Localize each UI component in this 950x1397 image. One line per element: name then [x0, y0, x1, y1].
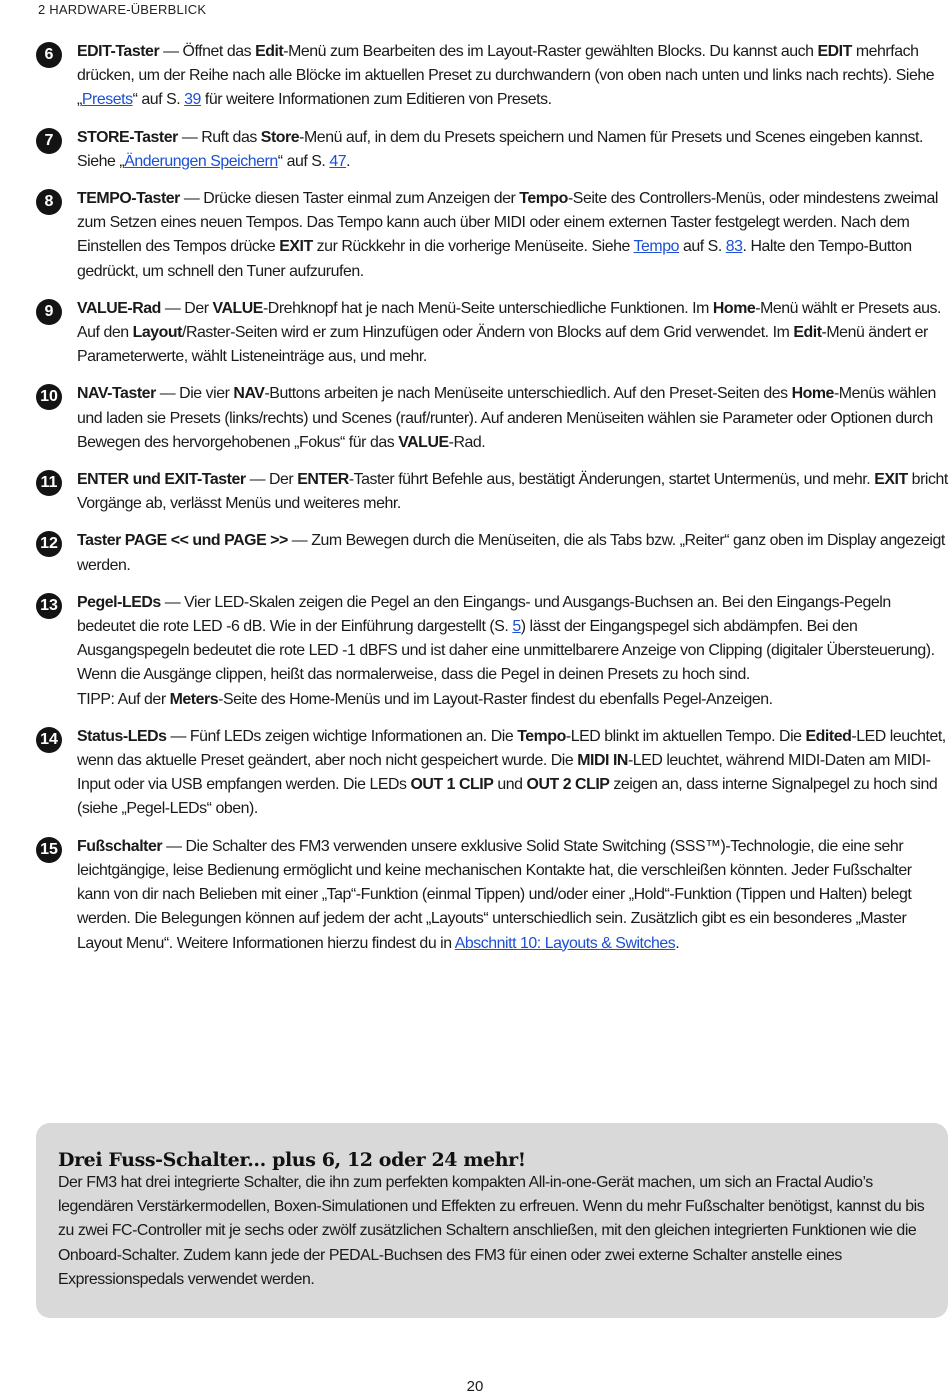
description-text: TIPP: Auf der	[77, 690, 170, 708]
control-term: EXIT-Taster	[164, 471, 246, 489]
callout-number-badge: 12	[36, 531, 62, 557]
description-text: -LED leuchtet, wenn das aktuelle Preset geändert, aber noch nicht gespeichert wurde. Die	[77, 727, 946, 770]
callout-item	[36, 382, 948, 455]
description-text: -Taster führt Befehle aus, bestätigt Änderungen, startet Untermenüs, und mehr.	[348, 471, 875, 489]
callout-item	[36, 835, 948, 956]
callout-description	[77, 529, 948, 577]
description-text: -LED leuchtet, während MIDI-Daten am MIDI-Input oder via USB empfangen werden. Die LEDs	[77, 752, 931, 794]
description-text: — Drücke diesen Taster einmal zum Anzeigen der	[179, 190, 520, 208]
control-term: NAV	[233, 385, 265, 403]
control-term: EDIT-Taster	[77, 43, 160, 60]
description-text: — Zum Bewegen durch die Menüseiten, die als Tabs bzw. „Reiter“ ganz oben im Display angezeigt werden.	[77, 532, 945, 574]
cross-reference-link[interactable]: 39	[184, 91, 201, 109]
control-term: Edit	[793, 324, 822, 342]
control-term: Pegel-LEDs	[77, 593, 161, 611]
control-term: Home	[791, 385, 834, 403]
control-term: NAV-Taster	[77, 385, 156, 403]
callout-description	[77, 297, 948, 370]
callout-number-badge: 8	[36, 189, 62, 215]
section-header: 2 HARDWARE-ÜBERBLICK	[38, 2, 207, 17]
description-text: .	[346, 152, 351, 170]
callout-number-badge: 15	[36, 837, 62, 863]
control-term: Fußschalter	[77, 837, 163, 855]
description-text: — Die vier	[155, 385, 234, 403]
control-term: Store	[260, 128, 300, 146]
description-text: -Drehknopf hat je nach Menü-Seite unterschiedliche Funktionen. Im	[262, 299, 713, 317]
callout-item	[36, 468, 948, 516]
control-term: VALUE	[398, 433, 449, 451]
callout-item	[36, 126, 948, 174]
description-text: -Menü auf, in dem du Presets speichern und Namen für Presets und Scenes eingeben kannst. Siehe „	[77, 128, 923, 170]
control-term: Status-LEDs	[77, 727, 167, 745]
control-term: STORE-Taster	[77, 128, 178, 146]
description-text: auf S.	[679, 238, 726, 256]
cross-reference-link[interactable]: Abschnitt 10: Layouts & Switches	[454, 934, 676, 952]
cross-reference-link[interactable]: 83	[725, 238, 743, 256]
description-text: -LED blinkt im aktuellen Tempo. Die	[565, 727, 806, 745]
callout-number-badge: 9	[36, 299, 62, 325]
callout-number-badge: 13	[36, 593, 62, 619]
control-term: EXIT	[874, 471, 908, 489]
description-text: — Fünf LEDs zeigen wichtige Informationen an. Die	[166, 727, 518, 745]
control-term: Meters	[169, 690, 219, 708]
description-text: — Ruft das	[177, 128, 261, 146]
callout-description	[77, 126, 948, 174]
description-text: — Vier LED-Skalen zeigen die Pegel an den Eingangs- und Ausgangs-Buchsen an. Bei den Eingangs-Pegeln bedeutet die rote LED -6 dB. Wie in der Einführung dargestellt (S.	[77, 593, 891, 636]
control-term: Layout	[132, 324, 182, 342]
callout-number-badge: 10	[36, 384, 62, 410]
callout-item	[36, 40, 948, 113]
description-text: “ auf S.	[132, 91, 185, 109]
callout-list	[36, 40, 948, 969]
control-term: EXIT	[279, 238, 313, 256]
description-text: -Seite des Home-Menüs und im Layout-Raster findest du ebenfalls Pegel-Anzeigen.	[218, 690, 773, 708]
callout-item	[36, 529, 948, 577]
description-text: -Menü ändert er Parameterwerte, wählt Listeneinträge aus, und mehr.	[77, 324, 928, 366]
page-number: 20	[466, 1378, 484, 1395]
control-term: EDIT	[817, 43, 852, 60]
callout-description	[77, 591, 948, 712]
callout-description	[77, 468, 948, 516]
callout-number-badge: 14	[36, 727, 62, 753]
description-text: /Raster-Seiten wird er zum Hinzufügen oder Ändern von Blocks auf dem Grid verwendet. Im	[182, 324, 794, 342]
info-box-title: Drei Fuss-Schalter... plus 6, 12 oder 24 mehr!	[58, 1149, 526, 1171]
control-term: OUT 2 CLIP	[526, 776, 610, 794]
info-box-text: Der FM3 hat drei integrierte Schalter, die ihn zum perfekten kompakten All-in-one-Gerät machen, um sich an Fractal Audio’s legendären Verstärkermodellen, Boxen-Simulationen und Effekten zu erfreuen. Wenn du mehr Fußschalter benötigst, kannst du bis zu zwei FC-Controller mit je sechs oder zwölf zusätzlichen Schaltern anschließen, mit den gleichen integrierten Funktionen wie die Onboard-Schalter. Zudem kann jede der PEDAL-Buchsen des FM3 für einen oder zwei externe Schalter anstelle eines Expressionspedals verwendet werden.	[58, 1174, 925, 1288]
description-text: — Öffnet das	[159, 43, 256, 60]
description-text: ) lässt der Eingangspegel sich abdämpfen. Bei den Ausgangspegeln bedeutet die rote LED -1 dBFS und ist daher eine unmittelbarere Anzeige von Clipping (digitaler Übersteuerung). Wenn die Ausgänge clippen, heißt das normalerweise, dass die Pegel in deinen Presets zu hoch sind.	[77, 618, 935, 684]
description-text: -Menü zum Bearbeiten des im Layout-Raster gewählten Blocks. Du kannst auch	[283, 43, 818, 60]
description-text: -Rad.	[448, 433, 486, 451]
callout-description	[77, 382, 948, 455]
control-term: und	[128, 471, 165, 489]
description-text: zeigen an, dass interne Signalpegel zu hoch sind (siehe „Pegel-LEDs“ oben).	[77, 776, 938, 818]
control-term: ENTER	[77, 471, 129, 489]
description-text: für weitere Informationen zum Editieren von Presets.	[200, 91, 552, 109]
cross-reference-link[interactable]: Presets	[81, 91, 133, 109]
description-text: zur Rückkehr in die vorherige Menüseite. Siehe	[312, 238, 634, 256]
description-text: -Menüs wählen und laden sie Presets (links/rechts) und Scenes (rauf/runter). Auf anderen Menüseiten wählen sie Parameter oder Optionen durch Bewegen des hervorgehobenen „Fokus“ für das	[77, 385, 936, 451]
callout-number-badge: 6	[36, 42, 62, 68]
description-text: -Menü wählt er Presets aus. Auf den	[77, 299, 941, 342]
cross-reference-link[interactable]: Änderungen Speichern	[124, 152, 278, 170]
description-text: — Die Schalter des FM3 verwenden unsere exklusive Solid State Switching (SSS™)-Technologie, die eine sehr leichtgängige, leise Bedienung ermöglicht und keine mechanischen Kontakte hat, die verschleißen könnten. Jeder Fußschalter kann von dir nach Belieben mit einer „Tap“-Funktion (einmal Tippen) und/oder einer „Hold“-Funktion (Tippen und Halten) belegt werden. Die Belegungen können auf jedem der acht „Layouts“ unterschiedlich sein. Zusätzlich gibt es ein besonderes „Master Layout Menu“. Weitere Informationen hierzu findest du in	[77, 837, 912, 952]
description-text: “ auf S.	[277, 152, 330, 170]
control-term: Home	[712, 299, 756, 317]
callout-number-badge: 7	[36, 128, 62, 154]
description-text: -Buttons arbeiten je nach Menüseite unterschiedlich. Auf den Preset-Seiten des	[264, 385, 792, 403]
description-text: bricht Vorgänge ab, verlässt Menüs und weiteres mehr.	[77, 471, 948, 513]
callout-description	[77, 835, 948, 956]
callout-number-badge: 11	[36, 470, 62, 496]
description-text: und	[493, 776, 527, 794]
callout-item	[36, 591, 948, 712]
control-term: Edit	[255, 43, 284, 60]
control-term: Edited	[805, 727, 852, 745]
callout-item	[36, 187, 948, 284]
control-term: OUT 1 CLIP	[410, 776, 494, 794]
control-term: VALUE-Rad	[77, 299, 161, 317]
control-term: Taster PAGE << und PAGE >>	[77, 532, 288, 550]
description-text: -Seite des Controllers-Menüs, oder mindestens zweimal zum Setzen eines neuen Tempos. Das Tempo kann auch über MIDI oder einem externen Taster festgelegt werden. Nach dem Einstellen des Tempos drücke	[77, 190, 939, 256]
info-box	[36, 1123, 948, 1318]
description-text: — Der	[245, 471, 298, 489]
cross-reference-link[interactable]: 5	[512, 618, 521, 636]
callout-item	[36, 725, 948, 822]
description-text: .	[675, 934, 680, 952]
cross-reference-link[interactable]: Tempo	[633, 238, 679, 256]
description-text: mehrfach drücken, um der Reihe nach alle Blöcke im aktuellen Preset zu durchwandern (von oben nach unten und links nach rechts). Siehe „	[77, 43, 935, 109]
callout-description	[77, 725, 948, 822]
control-term: Tempo	[519, 190, 568, 208]
cross-reference-link[interactable]: 47	[329, 152, 347, 170]
control-term: ENTER	[297, 471, 349, 489]
callout-item	[36, 297, 948, 370]
control-term: VALUE	[212, 299, 263, 317]
callout-description	[77, 40, 948, 113]
control-term: TEMPO-Taster	[77, 190, 180, 208]
description-text: . Halte den Tempo-Button gedrückt, um schnell den Tuner aufzurufen.	[77, 238, 912, 280]
description-text: — Der	[160, 299, 213, 317]
control-term: Tempo	[517, 727, 566, 745]
callout-description	[77, 187, 948, 284]
control-term: MIDI IN	[577, 752, 628, 770]
